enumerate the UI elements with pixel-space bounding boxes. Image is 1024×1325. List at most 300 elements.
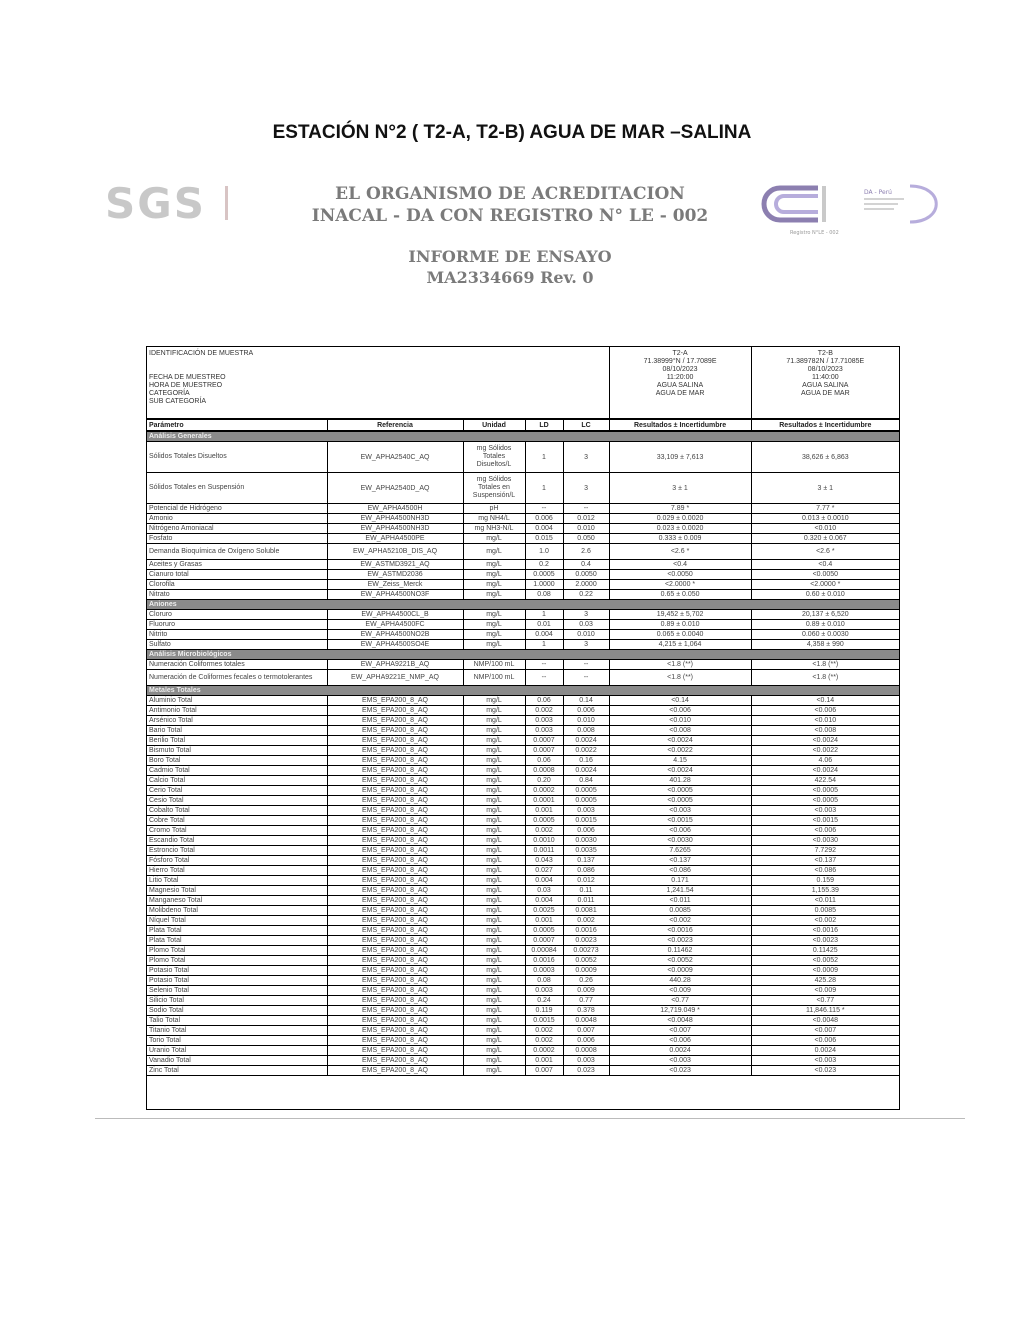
cell-parameter: Plomo Total [147, 956, 327, 966]
cell-lc: 0.0016 [563, 926, 609, 936]
cell-ld: 0.03 [525, 886, 563, 896]
table-row [147, 806, 899, 816]
cell-lc: 0.006 [563, 706, 609, 716]
cell-ld: 0.003 [525, 716, 563, 726]
cell-unit: mg/L [463, 640, 525, 650]
cell-result-b: <0.003 [751, 1056, 899, 1066]
cell-unit: mg Sólidos Totales en Suspensión/L [463, 473, 525, 504]
cell-ld: 0.015 [525, 534, 563, 544]
cell-unit: mg/L [463, 786, 525, 796]
table-row [147, 786, 899, 796]
cell-result-a: <0.009 [609, 986, 751, 996]
cell-unit: mg/L [463, 876, 525, 886]
cell-result-b: <2.0000 * [751, 580, 899, 590]
cell-reference: EMS_EPA200_8_AQ [327, 886, 463, 896]
cell-result-a: <2.6 * [609, 544, 751, 560]
col-ld: LD [525, 419, 563, 431]
inacal-registry-caption: Registro N°LE - 002 [790, 230, 839, 236]
cell-unit: mg/L [463, 806, 525, 816]
cell-result-a: 0.333 ± 0.009 [609, 534, 751, 544]
cell-result-b: 7.7292 [751, 846, 899, 856]
table-row [147, 534, 899, 544]
cell-lc: 0.0015 [563, 816, 609, 826]
table-row [147, 976, 899, 986]
table-row [147, 876, 899, 886]
table-row [147, 916, 899, 926]
cell-parameter: Fluoruro [147, 620, 327, 630]
cell-lc: 0.137 [563, 856, 609, 866]
cell-lc: 0.008 [563, 726, 609, 736]
cell-result-b: <0.0005 [751, 786, 899, 796]
cell-parameter: Cobalto Total [147, 806, 327, 816]
table-row [147, 746, 899, 756]
cell-result-b: <0.0050 [751, 570, 899, 580]
cell-unit: mg/L [463, 846, 525, 856]
cell-ld: 0.0016 [525, 956, 563, 966]
cell-ld: -- [525, 504, 563, 514]
cell-lc: 0.77 [563, 996, 609, 1006]
cell-result-b: <0.0022 [751, 746, 899, 756]
cell-result-b: 7.77 * [751, 504, 899, 514]
table-row [147, 956, 899, 966]
cell-ld: -- [525, 670, 563, 686]
cell-lc: 0.16 [563, 756, 609, 766]
cell-lc: 0.0022 [563, 746, 609, 756]
table-row [147, 856, 899, 866]
cell-result-a: <0.0016 [609, 926, 751, 936]
cell-unit: NMP/100 mL [463, 670, 525, 686]
sgs-logo-text: SGS [105, 180, 206, 226]
cell-result-a: 0.171 [609, 876, 751, 886]
cell-ld: 0.0025 [525, 906, 563, 916]
cell-result-b: 0.0085 [751, 906, 899, 916]
cell-ld: 0.004 [525, 630, 563, 640]
cell-lc: 3 [563, 442, 609, 473]
cell-reference: EW_APHA4500H [327, 504, 463, 514]
cell-unit: mg NH3-N/L [463, 524, 525, 534]
cell-parameter: Cloruro [147, 610, 327, 620]
cell-unit: mg/L [463, 620, 525, 630]
cell-reference: EMS_EPA200_8_AQ [327, 1006, 463, 1016]
cell-parameter: Clorofila [147, 580, 327, 590]
table-row [147, 630, 899, 640]
cell-parameter: Berilio Total [147, 736, 327, 746]
cell-ld: 1 [525, 473, 563, 504]
cell-ld: 0.043 [525, 856, 563, 866]
cell-reference: EW_APHA9221E_NMP_AQ [327, 670, 463, 686]
cell-ld: 0.002 [525, 826, 563, 836]
cell-result-b: <0.009 [751, 986, 899, 996]
cell-result-a: 4.15 [609, 756, 751, 766]
cell-result-b: <0.003 [751, 806, 899, 816]
cell-lc: 0.010 [563, 630, 609, 640]
cell-parameter: Molibdeno Total [147, 906, 327, 916]
cell-lc: 0.0005 [563, 796, 609, 806]
cell-ld: -- [525, 660, 563, 670]
cell-result-a: 440.28 [609, 976, 751, 986]
table-row [147, 756, 899, 766]
cell-ld: 0.0002 [525, 1046, 563, 1056]
table-row [147, 1006, 899, 1016]
cell-lc: 0.26 [563, 976, 609, 986]
cell-result-a: <0.086 [609, 866, 751, 876]
cell-lc: -- [563, 670, 609, 686]
cell-reference: EW_APHA4500NO2B [327, 630, 463, 640]
table-row [147, 610, 899, 620]
cell-unit: mg/L [463, 1056, 525, 1066]
cell-reference: EMS_EPA200_8_AQ [327, 896, 463, 906]
cell-ld: 0.00084 [525, 946, 563, 956]
cell-parameter: Calcio Total [147, 776, 327, 786]
cell-unit: mg/L [463, 836, 525, 846]
table-row [147, 766, 899, 776]
cell-result-a: <0.0005 [609, 796, 751, 806]
cell-parameter: Potasio Total [147, 966, 327, 976]
cell-result-b: 425.28 [751, 976, 899, 986]
cell-unit: mg/L [463, 966, 525, 976]
cell-lc: 0.006 [563, 1036, 609, 1046]
cell-ld: 0.0003 [525, 966, 563, 976]
cell-lc: 0.010 [563, 524, 609, 534]
cell-unit: mg/L [463, 544, 525, 560]
cell-lc: 0.22 [563, 590, 609, 600]
cell-lc: 0.0035 [563, 846, 609, 856]
table-row [147, 846, 899, 856]
cell-unit: mg/L [463, 996, 525, 1006]
table-row [147, 726, 899, 736]
cell-unit: mg/L [463, 936, 525, 946]
section-header: Análisis Generales [147, 431, 899, 442]
cell-lc: 0.009 [563, 986, 609, 996]
cell-reference: EMS_EPA200_8_AQ [327, 876, 463, 886]
cell-result-b: <0.0024 [751, 766, 899, 776]
table-row [147, 504, 899, 514]
cell-result-b: 11,846.115 * [751, 1006, 899, 1016]
cell-ld: 0.08 [525, 590, 563, 600]
cell-reference: EW_APHA4500NO3F [327, 590, 463, 600]
table-row [147, 996, 899, 1006]
cell-parameter: Hierro Total [147, 866, 327, 876]
cell-reference: EMS_EPA200_8_AQ [327, 856, 463, 866]
cell-lc: 0.006 [563, 826, 609, 836]
cell-reference: EW_APHA9221B_AQ [327, 660, 463, 670]
cell-unit: mg/L [463, 560, 525, 570]
cell-result-b: <0.008 [751, 726, 899, 736]
cell-lc: 0.023 [563, 1066, 609, 1076]
table-row [147, 580, 899, 590]
cell-parameter: Talio Total [147, 1016, 327, 1026]
cell-result-a: 12,719.049 * [609, 1006, 751, 1016]
cell-reference: EW_ASTMD3921_AQ [327, 560, 463, 570]
table-row [147, 706, 899, 716]
cell-reference: EMS_EPA200_8_AQ [327, 916, 463, 926]
cell-reference: EMS_EPA200_8_AQ [327, 1066, 463, 1076]
cell-result-b: <0.002 [751, 916, 899, 926]
table-row [147, 544, 899, 560]
cell-parameter: Vanadio Total [147, 1056, 327, 1066]
cell-reference: EMS_EPA200_8_AQ [327, 716, 463, 726]
cell-result-b: <0.0023 [751, 936, 899, 946]
cell-parameter: Uranio Total [147, 1046, 327, 1056]
sample-b-header: T2-B 71.389782N / 17.71085E 08/10/2023 11:40:00 AGUA SALINA AGUA DE MAR [751, 347, 899, 419]
cell-lc: 0.050 [563, 534, 609, 544]
cell-unit: mg/L [463, 736, 525, 746]
organization-heading [280, 183, 740, 227]
cell-parameter: Nitrito [147, 630, 327, 640]
cell-reference: EMS_EPA200_8_AQ [327, 826, 463, 836]
cell-ld: 1 [525, 442, 563, 473]
table-row [147, 590, 899, 600]
cell-unit: mg/L [463, 1016, 525, 1026]
cell-result-a: 0.65 ± 0.050 [609, 590, 751, 600]
cell-result-a: 0.023 ± 0.0020 [609, 524, 751, 534]
cell-parameter: Fosfato [147, 534, 327, 544]
cell-ld: 0.0008 [525, 766, 563, 776]
cell-ld: 0.007 [525, 1066, 563, 1076]
cell-result-a: <0.4 [609, 560, 751, 570]
cell-parameter: Potencial de Hidrógeno [147, 504, 327, 514]
cell-reference: EMS_EPA200_8_AQ [327, 786, 463, 796]
cell-unit: mg/L [463, 906, 525, 916]
cell-reference: EW_ASTMD2036 [327, 570, 463, 580]
table-row [147, 936, 899, 946]
cell-reference: EMS_EPA200_8_AQ [327, 816, 463, 826]
table-row [147, 776, 899, 786]
cell-reference: EMS_EPA200_8_AQ [327, 746, 463, 756]
cell-parameter: Fósforo Total [147, 856, 327, 866]
cell-result-a: <0.0024 [609, 736, 751, 746]
cell-result-a: 0.11462 [609, 946, 751, 956]
cell-result-b: 0.013 ± 0.0010 [751, 514, 899, 524]
cell-unit: mg/L [463, 856, 525, 866]
cell-parameter: Nitrógeno Amoniacal [147, 524, 327, 534]
cell-result-a: <0.011 [609, 896, 751, 906]
cell-lc: 0.378 [563, 1006, 609, 1016]
cell-reference: EMS_EPA200_8_AQ [327, 986, 463, 996]
cell-ld: 0.0002 [525, 786, 563, 796]
cell-reference: EW_APHA4500NH3D [327, 514, 463, 524]
col-unidad: Unidad [463, 419, 525, 431]
cell-result-b: <0.006 [751, 826, 899, 836]
cell-ld: 1.0000 [525, 580, 563, 590]
cell-unit: NMP/100 mL [463, 660, 525, 670]
cell-unit: mg/L [463, 590, 525, 600]
cell-unit: mg/L [463, 1026, 525, 1036]
cell-result-b: <0.137 [751, 856, 899, 866]
cell-lc: 3 [563, 610, 609, 620]
cell-reference: EW_APHA5210B_DIS_AQ [327, 544, 463, 560]
cell-ld: 0.003 [525, 726, 563, 736]
cell-result-a: 401.28 [609, 776, 751, 786]
cell-unit: mg/L [463, 986, 525, 996]
cell-result-a: <0.023 [609, 1066, 751, 1076]
cell-parameter: Magnesio Total [147, 886, 327, 896]
section-header: Aniones [147, 600, 899, 610]
cell-unit: mg/L [463, 726, 525, 736]
cell-unit: mg/L [463, 706, 525, 716]
cell-lc: 0.002 [563, 916, 609, 926]
cell-reference: EMS_EPA200_8_AQ [327, 726, 463, 736]
cell-result-a: <0.0030 [609, 836, 751, 846]
cell-reference: EW_APHA2540C_AQ [327, 442, 463, 473]
cell-lc: -- [563, 504, 609, 514]
cell-ld: 0.0005 [525, 926, 563, 936]
cell-reference: EMS_EPA200_8_AQ [327, 796, 463, 806]
sample-labels: IDENTIFICACIÓN DE MUESTRA FECHA DE MUESTREO HORA DE MUESTREO CATEGORÍA SUB CATEGORÍA [149, 350, 254, 405]
cell-lc: 0.012 [563, 514, 609, 524]
cell-lc: 2.6 [563, 544, 609, 560]
table-row [147, 1036, 899, 1046]
cell-reference: EMS_EPA200_8_AQ [327, 776, 463, 786]
cell-lc: 0.4 [563, 560, 609, 570]
cell-result-a: <0.007 [609, 1026, 751, 1036]
table-row [147, 620, 899, 630]
cell-parameter: Titanio Total [147, 1026, 327, 1036]
cell-result-a: <0.0052 [609, 956, 751, 966]
cell-result-b: <0.086 [751, 866, 899, 876]
cell-ld: 0.0005 [525, 570, 563, 580]
cell-parameter: Escandio Total [147, 836, 327, 846]
cell-reference: EMS_EPA200_8_AQ [327, 936, 463, 946]
cell-parameter: Potasio Total [147, 976, 327, 986]
cell-result-b: <0.0016 [751, 926, 899, 936]
cell-ld: 0.001 [525, 1056, 563, 1066]
cell-reference: EMS_EPA200_8_AQ [327, 696, 463, 706]
cell-reference: EMS_EPA200_8_AQ [327, 836, 463, 846]
cell-unit: mg Sólidos Totales Disueltos/L [463, 442, 525, 473]
cell-reference: EW_APHA4500CL_B [327, 610, 463, 620]
cell-reference: EMS_EPA200_8_AQ [327, 906, 463, 916]
cell-result-a: <0.008 [609, 726, 751, 736]
cell-unit: mg/L [463, 976, 525, 986]
cell-unit: mg/L [463, 1046, 525, 1056]
table-row [147, 966, 899, 976]
cell-lc: 0.0005 [563, 786, 609, 796]
cell-parameter: Bismuto Total [147, 746, 327, 756]
table-row [147, 696, 899, 706]
col-lc: LC [563, 419, 609, 431]
cell-lc: 0.00273 [563, 946, 609, 956]
cell-ld: 0.004 [525, 896, 563, 906]
cell-result-a: <0.137 [609, 856, 751, 866]
cell-unit: pH [463, 504, 525, 514]
report-line-2: MA2334669 Rev. 0 [426, 268, 594, 287]
cell-ld: 0.002 [525, 1036, 563, 1046]
cell-reference: EMS_EPA200_8_AQ [327, 1016, 463, 1026]
cell-unit: mg/L [463, 570, 525, 580]
cell-result-b: 0.320 ± 0.067 [751, 534, 899, 544]
cell-result-a: <0.003 [609, 806, 751, 816]
col-result-a: Resultados ± Incertidumbre [609, 419, 751, 431]
cell-result-b: <0.006 [751, 1036, 899, 1046]
org-line-2: INACAL - DA CON REGISTRO N° LE - 002 [311, 206, 709, 226]
cell-lc: 0.0050 [563, 570, 609, 580]
cell-reference: EMS_EPA200_8_AQ [327, 756, 463, 766]
cell-lc: 0.0023 [563, 936, 609, 946]
cell-parameter: Cadmio Total [147, 766, 327, 776]
cell-unit: mg/L [463, 746, 525, 756]
cell-parameter: Numeración de Coliformes fecales o termotolerantes [147, 670, 327, 686]
section-header: Análisis Microbiológicos [147, 650, 899, 660]
cell-ld: 0.006 [525, 514, 563, 524]
cell-lc: 0.003 [563, 1056, 609, 1066]
cell-result-a: 0.0024 [609, 1046, 751, 1056]
cell-reference: EMS_EPA200_8_AQ [327, 956, 463, 966]
cell-result-b: 1,155.39 [751, 886, 899, 896]
cell-parameter: Numeración Coliformes totales [147, 660, 327, 670]
cell-unit: mg/L [463, 866, 525, 876]
cell-result-b: 3 ± 1 [751, 473, 899, 504]
cell-ld: 0.08 [525, 976, 563, 986]
cell-reference: EMS_EPA200_8_AQ [327, 706, 463, 716]
cell-result-b: 20,137 ± 6,520 [751, 610, 899, 620]
cell-result-a: <0.0009 [609, 966, 751, 976]
cell-result-a: <0.006 [609, 706, 751, 716]
cell-unit: mg/L [463, 1066, 525, 1076]
cell-unit: mg/L [463, 580, 525, 590]
cell-result-a: <0.0048 [609, 1016, 751, 1026]
cell-ld: 0.0007 [525, 936, 563, 946]
cell-unit: mg/L [463, 926, 525, 936]
cell-result-b: <0.77 [751, 996, 899, 1006]
cell-lc: 0.84 [563, 776, 609, 786]
cell-lc: 0.0024 [563, 736, 609, 746]
cell-reference: EMS_EPA200_8_AQ [327, 976, 463, 986]
cell-result-a: <2.0000 * [609, 580, 751, 590]
cell-result-b: 38,626 ± 6,863 [751, 442, 899, 473]
cell-parameter: Bario Total [147, 726, 327, 736]
cell-result-a: <0.003 [609, 1056, 751, 1066]
cell-unit: mg/L [463, 716, 525, 726]
cell-parameter: Plomo Total [147, 946, 327, 956]
cell-lc: 2.0000 [563, 580, 609, 590]
sample-a-header: T2-A 71.38999°N / 17.7089E 08/10/2023 11:20:00 AGUA SALINA AGUA DE MAR [609, 347, 751, 419]
cell-unit: mg/L [463, 630, 525, 640]
col-result-b: Resultados ± Incertidumbre [751, 419, 899, 431]
cell-reference: EW_APHA4500PE [327, 534, 463, 544]
cell-result-b: 4.06 [751, 756, 899, 766]
cell-unit: mg/L [463, 766, 525, 776]
cell-reference: EMS_EPA200_8_AQ [327, 926, 463, 936]
cell-reference: EW_APHA2540D_AQ [327, 473, 463, 504]
cell-ld: 0.0007 [525, 746, 563, 756]
cell-result-a: 7.89 * [609, 504, 751, 514]
table-row [147, 640, 899, 650]
cell-parameter: Boro Total [147, 756, 327, 766]
cell-ld: 0.06 [525, 696, 563, 706]
table-row [147, 1046, 899, 1056]
table-row [147, 816, 899, 826]
cell-lc: 0.012 [563, 876, 609, 886]
cell-result-a: 0.065 ± 0.0040 [609, 630, 751, 640]
cell-unit: mg/L [463, 534, 525, 544]
cell-unit: mg/L [463, 896, 525, 906]
cell-ld: 0.0015 [525, 1016, 563, 1026]
cell-lc: 0.0030 [563, 836, 609, 846]
cell-parameter: Cromo Total [147, 826, 327, 836]
table-row [147, 524, 899, 534]
cell-ld: 0.002 [525, 706, 563, 716]
cell-ld: 0.002 [525, 1026, 563, 1036]
cell-unit: mg/L [463, 826, 525, 836]
cell-parameter: Arsénico Total [147, 716, 327, 726]
cell-result-a: 7.6265 [609, 846, 751, 856]
cell-unit: mg/L [463, 1036, 525, 1046]
cell-ld: 0.0011 [525, 846, 563, 856]
cell-parameter: Selenio Total [147, 986, 327, 996]
cell-parameter: Zinc Total [147, 1066, 327, 1076]
cell-result-a: <1.8 (**) [609, 660, 751, 670]
